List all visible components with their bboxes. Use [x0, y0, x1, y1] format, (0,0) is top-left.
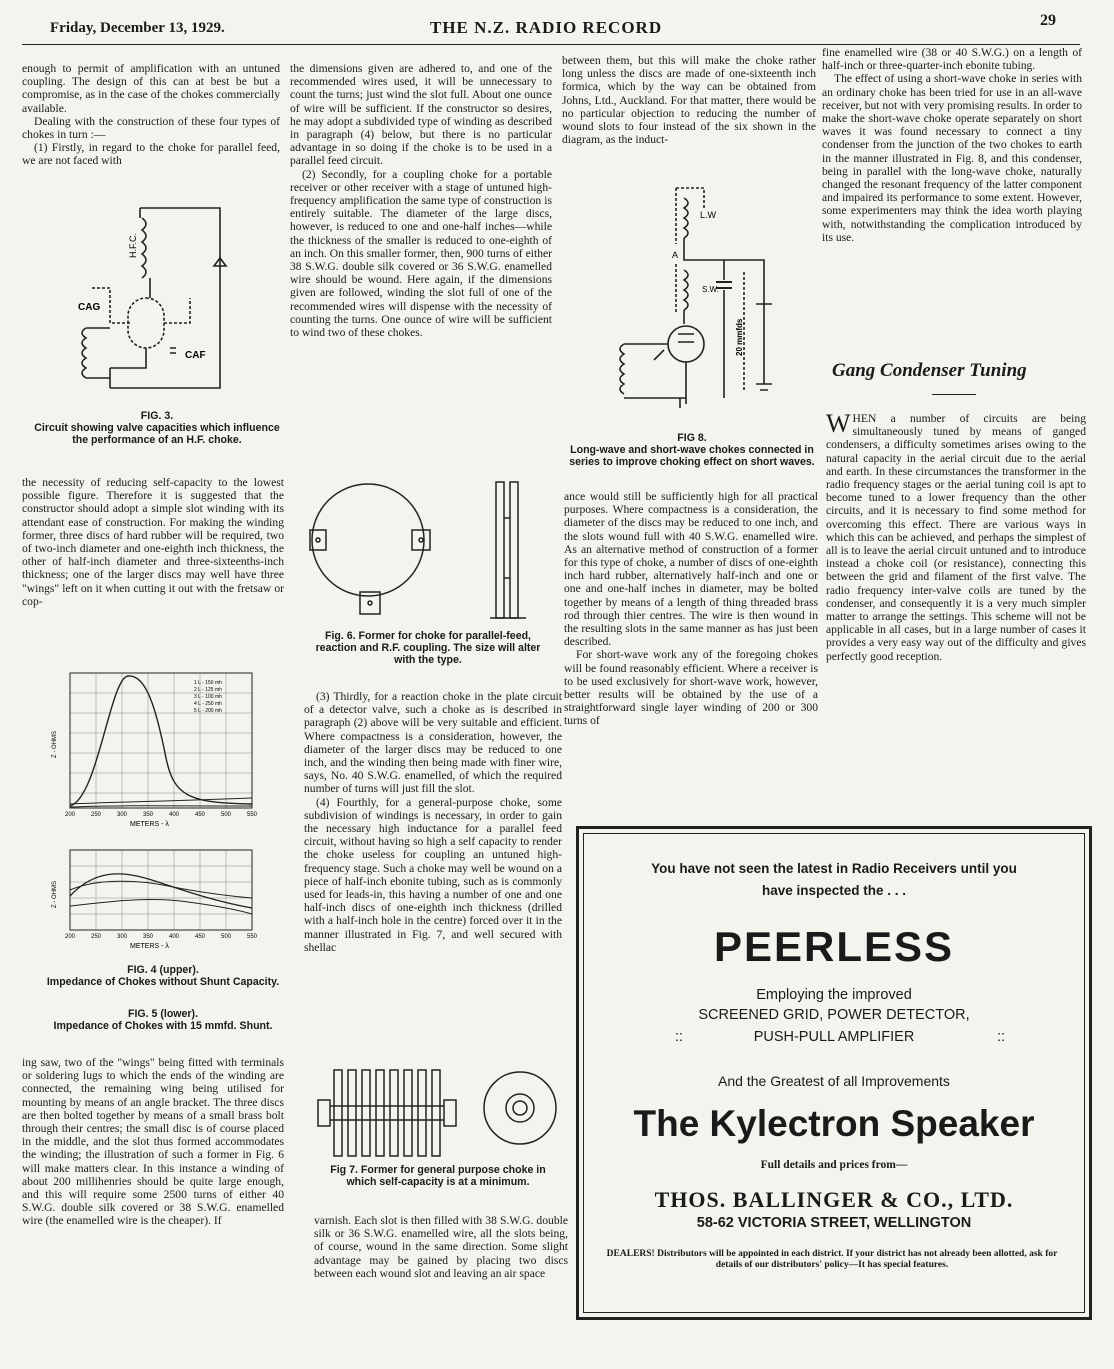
page-number: 29	[1040, 12, 1056, 29]
caf-label: CAF	[185, 350, 206, 361]
fig4-number: FIG. 4 (upper).	[127, 964, 199, 976]
fig4-x-tick: 250	[91, 812, 102, 818]
fig5-x-tick: 200	[65, 934, 76, 940]
ad-tagline-1: You have not seen the latest in Radio Receivers until you	[651, 861, 1017, 876]
fig3-number: FIG. 3.	[140, 410, 174, 422]
fig6-caption	[312, 630, 544, 666]
fig8-number: FIG 8.	[677, 432, 707, 444]
issue-date: Friday, December 13, 1929.	[50, 20, 225, 36]
fig4-x-tick: 300	[117, 812, 128, 818]
col3-paragraph: For short-wave work any of the foregoing chokes will be found reasonably efficient. Where a receiver is to be used exclusively for short-wave work, however, better results will be obtained by the use of a straightforward single layer winding of 200 or 300 turns of	[564, 648, 818, 728]
page-header	[0, 12, 1114, 42]
fig4-impedance-graph	[48, 668, 268, 838]
column-2-top	[290, 62, 552, 339]
col1-paragraph: ing saw, two of the "wings" being fitted with terminals or soldering lugs to which the ends of the winding are connected, the remaining wing being utilised for mounting by means of an angle bracket. The three discs are then bolted together by means of a small brass bolt through their centres; the small disc is of course placed in the middle, and the slot thus formed accommodates the winding; the illustration of such a former in Fig. 6 will make matters clear. In this instance a winding of about 200 millihenries should be quite large enough, and this will require some 2500 turns of either 40 S.W.G. double silk covered or 38 S.W.G. enamelled wire (the enamelled wire is the cheaper). If	[22, 1056, 284, 1228]
fig3-circuit-diagram	[70, 198, 240, 404]
fig5-number: FIG. 5 (lower).	[127, 1008, 199, 1020]
ad-greatest: And the Greatest of all Improvements	[718, 1073, 950, 1089]
ad-tagline-2: have inspected the . . .	[761, 883, 907, 898]
fig5-caption	[40, 1008, 286, 1032]
cag-label: CAG	[78, 302, 101, 313]
ad-dealers-notice: DEALERS! Distributors will be appointed in each district. If your district has not already been allotted, ask for details of our distributors' policy—It has special features.	[606, 1249, 1058, 1270]
col4-paragraph: The effect of using a short-wave choke in series with an ordinary choke has been tried for use in an all-wave receiver, but not with very promising results. In order to make the short-wave choke operate separately on short waves it was found necessary to connect a tiny condenser from the junction of the two chokes to earth in the manner illustrated in Fig. 8, and this condenser, being in parallel with the long-wave choke, naturally changed the resonant frequency of the latter component and impaired its performance to some extent. However, some experimenters may think the idea worth playing with, notwithstanding the complication introduced by its use.	[822, 72, 1083, 244]
col3-paragraph: ance would still be sufficiently high for all practical purposes. Where compactness is a consideration, the diameter of the discs may be reduced to one inch, and the slots wound full with 40 S.W.G. enamelled wire. As an alternative method of construction of a former for this type of choke, a number of discs of one-eighth inch hard rubber, alternatively half-inch and one or one and one-half inches in diameter, may be bolted together by means of a length of thing threaded brass rod through thier centres. The wire is then wound in the resulting slots in the same manner as has just been described.	[564, 490, 818, 649]
ad-brand-name: PEERLESS	[713, 923, 955, 970]
header-rule	[22, 44, 1080, 45]
fig4-legend-item: 1 L - 150 mh	[194, 680, 222, 686]
fig4-legend-item: 5 L - 200 mh	[194, 708, 222, 714]
peerless-advertisement	[576, 826, 1092, 1320]
column-3-top	[562, 54, 816, 146]
lw-label: L.W	[700, 210, 717, 220]
col2-paragraph: (2) Secondly, for a coupling choke for a portable receiver or other receiver with a stage of untuned high-frequency amplification the same type of construction is entirely suitable. The diameter of the large discs, however, is reduced to one and one-half inches—while the thickness of the smaller is reduced to one-eighth of an inch. On this smaller former, then, 900 turns of either 38 S.W.G. double silk covered or 36 S.W.G. enamelled wire should be wound. Here again, if the dimensions given are followed, winding the slot full of one of the recommended wires will dispense with the necessity of counting the turns. One ounce of wire will be sufficient to wind two of these chokes.	[290, 167, 552, 340]
ad-feature-2-text: PUSH-PULL AMPLIFIER	[753, 1029, 915, 1045]
fig4-legend-item: 4 L - 250 mh	[194, 701, 222, 707]
fig6-former-drawing	[300, 478, 550, 628]
fig6-caption-text: Fig. 6. Former for choke for parallel-feed, reaction and R.F. coupling. The size will alter with the type.	[315, 630, 541, 666]
publication-title: THE N.Z. RADIO RECORD	[430, 18, 663, 37]
fig5-x-tick: 500	[221, 934, 232, 940]
col1-paragraph: (1) Firstly, in regard to the choke for parallel feed, we are not faced with	[22, 141, 280, 168]
column-1-top	[22, 62, 280, 168]
fig4-x-tick: 550	[247, 812, 258, 818]
fig7-caption	[322, 1164, 554, 1188]
fig3-caption	[26, 410, 288, 446]
fig4-legend-item: 3 L - 100 mh	[194, 694, 222, 700]
fig4-x-tick: 500	[221, 812, 232, 818]
fig5-y-label: Z - OHMS	[52, 881, 58, 908]
column-3-bottom	[564, 490, 818, 728]
fig5-x-label: METERS - λ	[130, 943, 169, 950]
fig4-x-tick: 400	[169, 812, 180, 818]
fig8-caption-text: Long-wave and short-wave chokes connected in series to improve choking effect on short waves.	[569, 444, 815, 468]
sw-label: S.W.	[702, 285, 719, 294]
fig4-x-tick: 450	[195, 812, 206, 818]
col2-paragraph: varnish. Each slot is then filled with 38 S.W.G. double silk or 36 S.W.G. enamelled wire, all the slots being, of course, wound in the same direction. Some slight advantage may be gained by placing two discs between each wound slot and leaving an air space	[314, 1214, 568, 1280]
junction-a-label: A	[672, 250, 679, 260]
fig4-legend-item: 2 L - 125 mh	[194, 687, 222, 693]
fig4-caption-text: Impedance of Chokes without Shunt Capacity.	[46, 976, 280, 988]
ad-company-name: THOS. BALLINGER & CO., LTD.	[654, 1187, 1014, 1212]
col1-paragraph: the necessity of reducing self-capacity to the lowest possible figure. Therefore it is suggested that the constructor should adopt a simple slot winding with its attendant ease of construction. For making the winding former, three discs of hard rubber will be required, two of two-inch diameter and one-eighth inch thickness, the other of half-inch diameter and three-sixteenths-inch thickness; one of the larger discs may well have three "wings" left on it when cutting it out with the fretsaw or cop-	[22, 476, 284, 608]
heading-rule	[932, 394, 976, 395]
col4-paragraph: HEN a number of circuits are being simultaneously tuned by means of ganged condensers, a difficulty sometimes arises owing to the natural capacity in the aerial circuit due to the aerial and earth. In these circumstances the transformer in the radio frequency stages or the aerial tuning coil is apt to become tuned to a lower frequency than the other circuits, and it is necessary to find some method for overcoming this effect. There are various ways in which this can be achieved, and perhaps the simplest of all is to leave the aerial circuit untuned and to introduce instead a choke coil (or resistance), connecting this between the grid and filament of the first valve. The radio frequency inter-valve coils are tuned by the condenser, and consequently it is a very much simpler matter to arrange the settings. This scheme will not be applicable in all cases, but in a large number of cases it provides a very easy way out of the difficulty and gives perfectly good reception.	[826, 412, 1086, 663]
ad-colon-mark: ::	[996, 1029, 1005, 1045]
col3-paragraph: between them, but this will make the choke rather long unless the discs are made of one-sixteenth inch formica, which by the way can be obtained from Johns, Ltd., Auckland. For that matter, there would be no particular objection to reducing the number of wound slots to four instead of the six shown in the diagram, as the induct-	[562, 54, 816, 147]
fig5-x-tick: 550	[247, 934, 258, 940]
col1-paragraph: enough to permit of amplification with an untuned coupling. The design of this can at best be but a compromise, as in the case of the chokes commercially available.	[22, 62, 280, 115]
column-4-bottom	[826, 409, 1086, 663]
ad-feature-2	[579, 1029, 1089, 1045]
drop-cap: W	[826, 409, 851, 438]
ad-employing: Employing the improved	[756, 987, 912, 1003]
fig4-y-label: Z - OHMS	[52, 731, 58, 758]
fig4-caption	[40, 964, 286, 988]
fig5-x-tick: 450	[195, 934, 206, 940]
ad-speaker-name: The Kylectron Speaker	[633, 1103, 1035, 1144]
ad-details: Full details and prices from—	[760, 1159, 908, 1171]
col2-paragraph: (3) Thirdly, for a reaction choke in the plate circuit of a detector valve, such a choke as is described in paragraph (2) above will be very suitable and efficient. Where compactness is a consideration, however, the diameter of the larger discs may be reduced to one inch, and the winding then being made with finer wire, says, No. 40 S.W.G. enamelled, of which the required number of turns will just fill the slot.	[304, 690, 562, 796]
fig5-x-tick: 250	[91, 934, 102, 940]
fig8-circuit-diagram	[614, 184, 784, 424]
fig8-caption	[566, 432, 818, 468]
fig4-x-label: METERS - λ	[130, 821, 169, 828]
column-4-top	[822, 46, 1082, 244]
fig5-impedance-graph	[48, 846, 268, 952]
column-1-bottom	[22, 1056, 284, 1228]
fig5-x-tick: 350	[143, 934, 154, 940]
column-2-bottom	[314, 1214, 568, 1280]
fig3-caption-text: Circuit showing valve capacities which influence the performance of an H.F. choke.	[34, 422, 280, 446]
fig5-x-tick: 400	[169, 934, 180, 940]
ad-colon-mark: ::	[675, 1029, 684, 1045]
col4-paragraph: fine enamelled wire (38 or 40 S.W.G.) on a length of half-inch or three-quarter-inch ebonite tubing.	[822, 46, 1082, 73]
column-1-middle	[22, 476, 284, 608]
ad-address: 58-62 VICTORIA STREET, WELLINGTON	[696, 1215, 972, 1231]
fig7-former-drawing	[312, 1066, 562, 1160]
fig5-x-tick: 300	[117, 934, 128, 940]
fig5-caption-text: Impedance of Chokes with 15 mmfd. Shunt.	[53, 1020, 273, 1032]
column-2-middle	[304, 690, 562, 954]
section-heading: Gang Condenser Tuning	[832, 360, 1027, 381]
fig4-x-tick: 200	[65, 812, 76, 818]
col1-paragraph: Dealing with the construction of these four types of chokes in turn :—	[22, 114, 280, 142]
fig7-caption-text: Fig 7. Former for general purpose choke in which self-capacity is at a minimum.	[330, 1164, 546, 1188]
hfc-label: H.F.C.	[128, 232, 138, 258]
fig4-x-tick: 350	[143, 812, 154, 818]
condenser-value-label: 20 mmfds	[735, 318, 744, 356]
ad-feature-1: SCREENED GRID, POWER DETECTOR,	[698, 1007, 970, 1023]
col2-paragraph: (4) Fourthly, for a general-purpose choke, some subdivision of windings is necessary, in order to gain the necessary high inductance for a parallel feed circuit, without having so high a self capacity to render the choke useless for coupling an untuned high-frequency stage. Such a choke may well be wound on a piece of half-inch ebonite tubing, such as is commonly used for leads-in, this having a number of one and one half-inch discs of one-eighth inch thickness (drilled with a half-inch hole in the centre) forced over it in the manner illustrated in Fig. 7, and well secured with shellac	[304, 795, 562, 954]
col2-paragraph: the dimensions given are adhered to, and one of the recommended wires used, it will be unnecessary to count the turns; just wind the slot full. About one ounce of wire will be sufficient. If the constructor so desires, he may adopt a subdivided type of winding as described in paragraph (4) below, but there is no particular advantage in so doing if the choke is to be used in a parallel feed circuit.	[290, 62, 552, 168]
